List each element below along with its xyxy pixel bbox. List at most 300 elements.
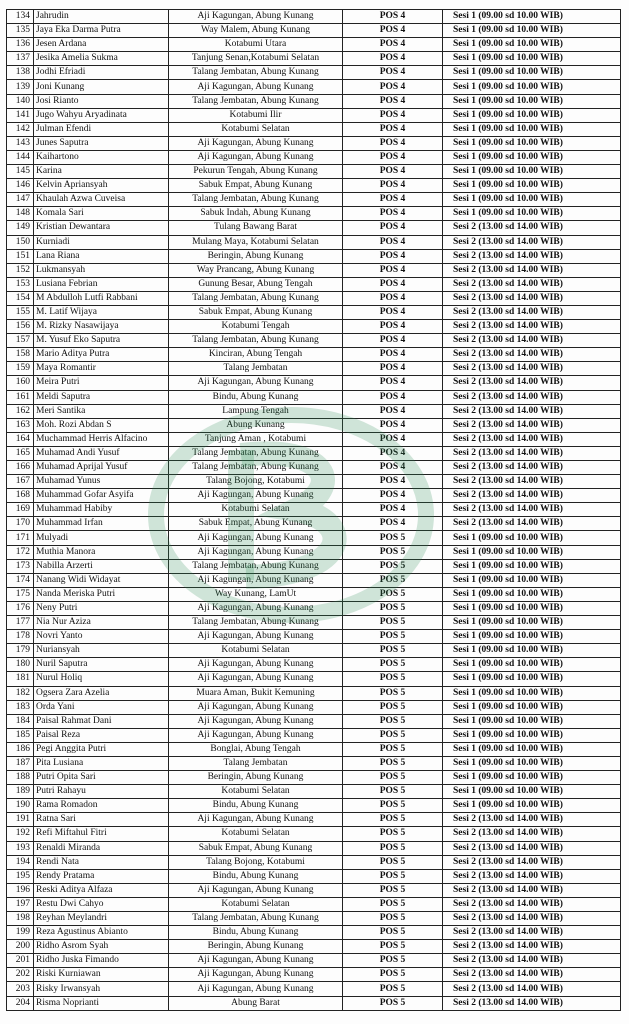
participant-address: Bonglai, Abung Tengah [169, 742, 343, 756]
participant-name: M. Rizky Nasawijaya [34, 320, 169, 334]
row-number: 184 [7, 714, 34, 728]
participant-address: Kotabumi Tengah [169, 320, 343, 334]
session-label: Sesi 2 (13.00 sd 14.00 WIB) [443, 277, 621, 291]
row-number: 172 [7, 545, 34, 559]
row-number: 180 [7, 658, 34, 672]
session-label: Sesi 1 (09.00 sd 10.00 WIB) [443, 756, 621, 770]
table-row [7, 813, 621, 827]
table-row [7, 658, 621, 672]
row-number: 138 [7, 66, 34, 80]
table-row [7, 545, 621, 559]
pos-label: POS 5 [343, 926, 443, 940]
participant-address: Aji Kagungan, Abung Kunang [169, 80, 343, 94]
session-label: Sesi 1 (09.00 sd 10.00 WIB) [443, 38, 621, 52]
session-label: Sesi 1 (09.00 sd 10.00 WIB) [443, 122, 621, 136]
participant-address: Aji Kagungan, Abung Kunang [169, 700, 343, 714]
participant-address: Kotabumi Ilir [169, 108, 343, 122]
pos-label: POS 5 [343, 587, 443, 601]
participant-address: Aji Kagungan, Abung Kunang [169, 630, 343, 644]
table-row [7, 461, 621, 475]
table-row [7, 320, 621, 334]
session-label: Sesi 2 (13.00 sd 14.00 WIB) [443, 291, 621, 305]
participant-address: Aji Kagungan, Abung Kunang [169, 489, 343, 503]
participant-address: Aji Kagungan, Abung Kunang [169, 714, 343, 728]
row-number: 204 [7, 996, 34, 1010]
participant-name: Risky Irwansyah [34, 982, 169, 996]
pos-label: POS 4 [343, 348, 443, 362]
participant-name: Lusiana Febrian [34, 277, 169, 291]
participant-name: Riski Kurniawan [34, 968, 169, 982]
table-row [7, 728, 621, 742]
row-number: 134 [7, 10, 34, 24]
session-label: Sesi 1 (09.00 sd 10.00 WIB) [443, 658, 621, 672]
row-number: 162 [7, 404, 34, 418]
participant-name: Rama Romadon [34, 799, 169, 813]
participant-address: Aji Kagungan, Abung Kunang [169, 813, 343, 827]
participant-address: Kotabumi Selatan [169, 897, 343, 911]
session-label: Sesi 2 (13.00 sd 14.00 WIB) [443, 489, 621, 503]
session-label: Sesi 2 (13.00 sd 14.00 WIB) [443, 940, 621, 954]
row-number: 189 [7, 785, 34, 799]
participant-address: Talang Jembatan, Abung Kunang [169, 559, 343, 573]
session-label: Sesi 2 (13.00 sd 14.00 WIB) [443, 305, 621, 319]
session-label: Sesi 2 (13.00 sd 14.00 WIB) [443, 883, 621, 897]
session-label: Sesi 1 (09.00 sd 10.00 WIB) [443, 672, 621, 686]
pos-label: POS 5 [343, 756, 443, 770]
participant-name: Lana Riana [34, 249, 169, 263]
session-label: Sesi 1 (09.00 sd 10.00 WIB) [443, 771, 621, 785]
participant-address: Aji Kagungan, Abung Kunang [169, 968, 343, 982]
table-row [7, 700, 621, 714]
participant-name: Pegi Anggita Putri [34, 742, 169, 756]
table-row [7, 855, 621, 869]
participant-address: Tulang Bawang Barat [169, 221, 343, 235]
table-row [7, 348, 621, 362]
row-number: 175 [7, 587, 34, 601]
table-row [7, 503, 621, 517]
session-label: Sesi 2 (13.00 sd 14.00 WIB) [443, 418, 621, 432]
row-number: 137 [7, 52, 34, 66]
session-label: Sesi 1 (09.00 sd 10.00 WIB) [443, 108, 621, 122]
participant-name: Pita Lusiana [34, 756, 169, 770]
table-row [7, 827, 621, 841]
participant-address: Aji Kagungan, Abung Kunang [169, 573, 343, 587]
session-label: Sesi 1 (09.00 sd 10.00 WIB) [443, 728, 621, 742]
session-label: Sesi 1 (09.00 sd 10.00 WIB) [443, 616, 621, 630]
session-label: Sesi 1 (09.00 sd 10.00 WIB) [443, 165, 621, 179]
row-number: 171 [7, 531, 34, 545]
session-label: Sesi 2 (13.00 sd 14.00 WIB) [443, 348, 621, 362]
session-label: Sesi 2 (13.00 sd 14.00 WIB) [443, 334, 621, 348]
row-number: 155 [7, 305, 34, 319]
participant-address: Pekurun Tengah, Abung Kunang [169, 165, 343, 179]
table-row [7, 52, 621, 66]
participant-address: Way Prancang, Abung Kunang [169, 263, 343, 277]
participant-table [6, 9, 621, 1011]
pos-label: POS 5 [343, 686, 443, 700]
session-label: Sesi 1 (09.00 sd 10.00 WIB) [443, 601, 621, 615]
table-row [7, 193, 621, 207]
row-number: 157 [7, 334, 34, 348]
participant-name: Rendy Pratama [34, 869, 169, 883]
table-row [7, 10, 621, 24]
participant-name: Karina [34, 165, 169, 179]
table-row [7, 66, 621, 80]
participant-address: Mulang Maya, Kotabumi Selatan [169, 235, 343, 249]
session-label: Sesi 2 (13.00 sd 14.00 WIB) [443, 813, 621, 827]
session-label: Sesi 2 (13.00 sd 14.00 WIB) [443, 221, 621, 235]
pos-label: POS 5 [343, 601, 443, 615]
session-label: Sesi 1 (09.00 sd 10.00 WIB) [443, 150, 621, 164]
participant-name: Reyhan Meylandri [34, 912, 169, 926]
pos-label: POS 5 [343, 813, 443, 827]
table-row [7, 573, 621, 587]
session-label: Sesi 2 (13.00 sd 14.00 WIB) [443, 362, 621, 376]
participant-address: Way Malem, Abung Kunang [169, 24, 343, 38]
pos-label: POS 4 [343, 52, 443, 66]
session-label: Sesi 2 (13.00 sd 14.00 WIB) [443, 996, 621, 1010]
table-row [7, 630, 621, 644]
session-label: Sesi 1 (09.00 sd 10.00 WIB) [443, 644, 621, 658]
pos-label: POS 4 [343, 221, 443, 235]
pos-label: POS 4 [343, 334, 443, 348]
participant-name: Junes Saputra [34, 136, 169, 150]
pos-label: POS 4 [343, 461, 443, 475]
pos-label: POS 4 [343, 305, 443, 319]
table-row [7, 291, 621, 305]
row-number: 144 [7, 150, 34, 164]
table-row [7, 277, 621, 291]
participant-name: Rendi Nata [34, 855, 169, 869]
pos-label: POS 4 [343, 136, 443, 150]
pos-label: POS 5 [343, 799, 443, 813]
table-row [7, 587, 621, 601]
participant-address: Talang Jembatan [169, 362, 343, 376]
session-label: Sesi 1 (09.00 sd 10.00 WIB) [443, 587, 621, 601]
table-row [7, 446, 621, 460]
participant-address: Talang Bojong, Kotabumi [169, 475, 343, 489]
pos-label: POS 5 [343, 968, 443, 982]
table-row [7, 418, 621, 432]
participant-name: M. Yusuf Eko Saputra [34, 334, 169, 348]
session-label: Sesi 2 (13.00 sd 14.00 WIB) [443, 926, 621, 940]
session-label: Sesi 2 (13.00 sd 14.00 WIB) [443, 235, 621, 249]
session-label: Sesi 1 (09.00 sd 10.00 WIB) [443, 94, 621, 108]
session-label: Sesi 1 (09.00 sd 10.00 WIB) [443, 179, 621, 193]
participant-name: Lukmansyah [34, 263, 169, 277]
participant-name: Muhammad Irfan [34, 517, 169, 531]
session-label: Sesi 1 (09.00 sd 10.00 WIB) [443, 136, 621, 150]
participant-address: Sabuk Empat, Abung Kunang [169, 305, 343, 319]
participant-address: Aji Kagungan, Abung Kunang [169, 545, 343, 559]
participant-name: Kaihartono [34, 150, 169, 164]
pos-label: POS 4 [343, 179, 443, 193]
session-label: Sesi 2 (13.00 sd 14.00 WIB) [443, 897, 621, 911]
table-row [7, 24, 621, 38]
table-row [7, 475, 621, 489]
pos-label: POS 5 [343, 827, 443, 841]
pos-label: POS 4 [343, 376, 443, 390]
row-number: 154 [7, 291, 34, 305]
table-row [7, 869, 621, 883]
pos-label: POS 4 [343, 94, 443, 108]
participant-address: Muara Aman, Bukit Kemuning [169, 686, 343, 700]
row-number: 147 [7, 193, 34, 207]
participant-address: Way Kunang, LamUt [169, 587, 343, 601]
row-number: 188 [7, 771, 34, 785]
participant-address: Sabuk Indah, Abung Kunang [169, 207, 343, 221]
session-label: Sesi 2 (13.00 sd 14.00 WIB) [443, 954, 621, 968]
table-row [7, 432, 621, 446]
table-row [7, 883, 621, 897]
participant-name: Restu Dwi Cahyo [34, 897, 169, 911]
session-label: Sesi 2 (13.00 sd 14.00 WIB) [443, 503, 621, 517]
participant-address: Beringin, Abung Kunang [169, 771, 343, 785]
pos-label: POS 5 [343, 559, 443, 573]
pos-label: POS 5 [343, 912, 443, 926]
session-label: Sesi 1 (09.00 sd 10.00 WIB) [443, 686, 621, 700]
row-number: 176 [7, 601, 34, 615]
table-row [7, 559, 621, 573]
row-number: 139 [7, 80, 34, 94]
participant-table-body [7, 10, 621, 1011]
table-row [7, 122, 621, 136]
participant-name: Jaya Eka Darma Putra [34, 24, 169, 38]
row-number: 183 [7, 700, 34, 714]
session-label: Sesi 2 (13.00 sd 14.00 WIB) [443, 475, 621, 489]
participant-name: Meira Putri [34, 376, 169, 390]
table-row [7, 672, 621, 686]
pos-label: POS 5 [343, 771, 443, 785]
row-number: 194 [7, 855, 34, 869]
session-label: Sesi 1 (09.00 sd 10.00 WIB) [443, 10, 621, 24]
participant-address: Aji Kagungan, Abung Kunang [169, 531, 343, 545]
session-label: Sesi 2 (13.00 sd 14.00 WIB) [443, 912, 621, 926]
row-number: 149 [7, 221, 34, 235]
pos-label: POS 4 [343, 503, 443, 517]
pos-label: POS 4 [343, 418, 443, 432]
table-row [7, 94, 621, 108]
session-label: Sesi 2 (13.00 sd 14.00 WIB) [443, 855, 621, 869]
session-label: Sesi 2 (13.00 sd 14.00 WIB) [443, 404, 621, 418]
pos-label: POS 4 [343, 404, 443, 418]
pos-label: POS 4 [343, 475, 443, 489]
row-number: 177 [7, 616, 34, 630]
table-row [7, 968, 621, 982]
row-number: 160 [7, 376, 34, 390]
participant-name: Renaldi Miranda [34, 841, 169, 855]
participant-address: Aji Kagungan, Abung Kunang [169, 982, 343, 996]
session-label: Sesi 1 (09.00 sd 10.00 WIB) [443, 630, 621, 644]
participant-name: Putri Rahayu [34, 785, 169, 799]
row-number: 165 [7, 446, 34, 460]
participant-name: Mario Aditya Putra [34, 348, 169, 362]
row-number: 203 [7, 982, 34, 996]
pos-label: POS 4 [343, 207, 443, 221]
pos-label: POS 4 [343, 38, 443, 52]
row-number: 143 [7, 136, 34, 150]
table-row [7, 616, 621, 630]
row-number: 199 [7, 926, 34, 940]
session-label: Sesi 1 (09.00 sd 10.00 WIB) [443, 80, 621, 94]
participant-name: Nurul Holiq [34, 672, 169, 686]
table-row [7, 785, 621, 799]
session-label: Sesi 2 (13.00 sd 14.00 WIB) [443, 841, 621, 855]
participant-name: Nanang Widi Widayat [34, 573, 169, 587]
pos-label: POS 4 [343, 150, 443, 164]
participant-address: Talang Jembatan, Abung Kunang [169, 193, 343, 207]
participant-address: Aji Kagungan, Abung Kunang [169, 658, 343, 672]
participant-address: Talang Jembatan, Abung Kunang [169, 94, 343, 108]
table-row [7, 235, 621, 249]
participant-address: Sabuk Empat, Abung Kunang [169, 179, 343, 193]
session-label: Sesi 2 (13.00 sd 14.00 WIB) [443, 376, 621, 390]
participant-name: Muchammad Herris Alfacino [34, 432, 169, 446]
table-row [7, 150, 621, 164]
row-number: 169 [7, 503, 34, 517]
row-number: 156 [7, 320, 34, 334]
row-number: 151 [7, 249, 34, 263]
participant-address: Bindu, Abung Kunang [169, 390, 343, 404]
pos-label: POS 5 [343, 841, 443, 855]
participant-name: Ridho Asrom Syah [34, 940, 169, 954]
row-number: 150 [7, 235, 34, 249]
pos-label: POS 5 [343, 982, 443, 996]
row-number: 185 [7, 728, 34, 742]
row-number: 161 [7, 390, 34, 404]
participant-name: Ratna Sari [34, 813, 169, 827]
row-number: 197 [7, 897, 34, 911]
table-row [7, 940, 621, 954]
session-label: Sesi 2 (13.00 sd 14.00 WIB) [443, 982, 621, 996]
pos-label: POS 5 [343, 728, 443, 742]
session-label: Sesi 1 (09.00 sd 10.00 WIB) [443, 531, 621, 545]
row-number: 166 [7, 461, 34, 475]
pos-label: POS 5 [343, 672, 443, 686]
table-row [7, 38, 621, 52]
pos-label: POS 5 [343, 616, 443, 630]
row-number: 170 [7, 517, 34, 531]
pos-label: POS 4 [343, 24, 443, 38]
pos-label: POS 4 [343, 122, 443, 136]
table-row [7, 756, 621, 770]
row-number: 141 [7, 108, 34, 122]
session-label: Sesi 2 (13.00 sd 14.00 WIB) [443, 968, 621, 982]
participant-name: Paisal Reza [34, 728, 169, 742]
session-label: Sesi 1 (09.00 sd 10.00 WIB) [443, 742, 621, 756]
row-number: 202 [7, 968, 34, 982]
table-row [7, 263, 621, 277]
participant-name: Jesen Ardana [34, 38, 169, 52]
participant-name: Novri Yanto [34, 630, 169, 644]
pos-label: POS 5 [343, 785, 443, 799]
session-label: Sesi 2 (13.00 sd 14.00 WIB) [443, 432, 621, 446]
participant-name: Nanda Meriska Putri [34, 587, 169, 601]
participant-address: Aji Kagungan, Abung Kunang [169, 883, 343, 897]
participant-address: Kotabumi Selatan [169, 785, 343, 799]
table-row [7, 897, 621, 911]
participant-address: Aji Kagungan, Abung Kunang [169, 150, 343, 164]
pos-label: POS 5 [343, 742, 443, 756]
table-row [7, 644, 621, 658]
participant-name: Muhamad Andi Yusuf [34, 446, 169, 460]
table-row [7, 305, 621, 319]
row-number: 168 [7, 489, 34, 503]
participant-address: Beringin, Abung Kunang [169, 249, 343, 263]
row-number: 178 [7, 630, 34, 644]
row-number: 181 [7, 672, 34, 686]
pos-label: POS 4 [343, 390, 443, 404]
pos-label: POS 4 [343, 517, 443, 531]
pos-label: POS 4 [343, 193, 443, 207]
row-number: 159 [7, 362, 34, 376]
participant-name: Ogsera Zara Azelia [34, 686, 169, 700]
table-row [7, 982, 621, 996]
participant-address: Talang Jembatan, Abung Kunang [169, 616, 343, 630]
participant-address: Talang Jembatan, Abung Kunang [169, 291, 343, 305]
pos-label: POS 5 [343, 531, 443, 545]
participant-name: Kristian Dewantara [34, 221, 169, 235]
participant-address: Tanjung Aman , Kotabumi [169, 432, 343, 446]
participant-name: Jugo Wahyu Aryadinata [34, 108, 169, 122]
session-label: Sesi 1 (09.00 sd 10.00 WIB) [443, 545, 621, 559]
participant-address: Bindu, Abung Kunang [169, 799, 343, 813]
table-row [7, 601, 621, 615]
session-label: Sesi 1 (09.00 sd 10.00 WIB) [443, 193, 621, 207]
table-row [7, 841, 621, 855]
table-row [7, 249, 621, 263]
row-number: 163 [7, 418, 34, 432]
participant-name: Refi Miftahul Fitri [34, 827, 169, 841]
participant-name: Kelvin Apriansyah [34, 179, 169, 193]
pos-label: POS 4 [343, 66, 443, 80]
pos-label: POS 4 [343, 80, 443, 94]
participant-name: Jodhi Efriadi [34, 66, 169, 80]
table-row [7, 136, 621, 150]
pos-label: POS 4 [343, 10, 443, 24]
table-row [7, 771, 621, 785]
participant-name: Reza Agustinus Abianto [34, 926, 169, 940]
participant-name: Muhammad Gofar Asyifa [34, 489, 169, 503]
participant-address: Bindu, Abung Kunang [169, 869, 343, 883]
pos-label: POS 4 [343, 432, 443, 446]
participant-name: Moh. Rozi Abdan S [34, 418, 169, 432]
session-label: Sesi 1 (09.00 sd 10.00 WIB) [443, 799, 621, 813]
session-label: Sesi 1 (09.00 sd 10.00 WIB) [443, 573, 621, 587]
row-number: 153 [7, 277, 34, 291]
pos-label: POS 5 [343, 883, 443, 897]
pos-label: POS 4 [343, 362, 443, 376]
participant-name: Josi Rianto [34, 94, 169, 108]
participant-name: Mulyadi [34, 531, 169, 545]
session-label: Sesi 2 (13.00 sd 14.00 WIB) [443, 446, 621, 460]
participant-name: Nuriansyah [34, 644, 169, 658]
participant-name: Putri Opita Sari [34, 771, 169, 785]
pos-label: POS 5 [343, 700, 443, 714]
row-number: 140 [7, 94, 34, 108]
participant-name: Joni Kunang [34, 80, 169, 94]
participant-address: Talang Jembatan, Abung Kunang [169, 446, 343, 460]
participant-name: Kurniadi [34, 235, 169, 249]
pos-label: POS 5 [343, 897, 443, 911]
participant-address: Aji Kagungan, Abung Kunang [169, 728, 343, 742]
participant-name: Komala Sari [34, 207, 169, 221]
pos-label: POS 5 [343, 573, 443, 587]
participant-address: Kotabumi Selatan [169, 644, 343, 658]
participant-name: Muhamad Yunus [34, 475, 169, 489]
row-number: 158 [7, 348, 34, 362]
participant-address: Talang Jembatan, Abung Kunang [169, 334, 343, 348]
